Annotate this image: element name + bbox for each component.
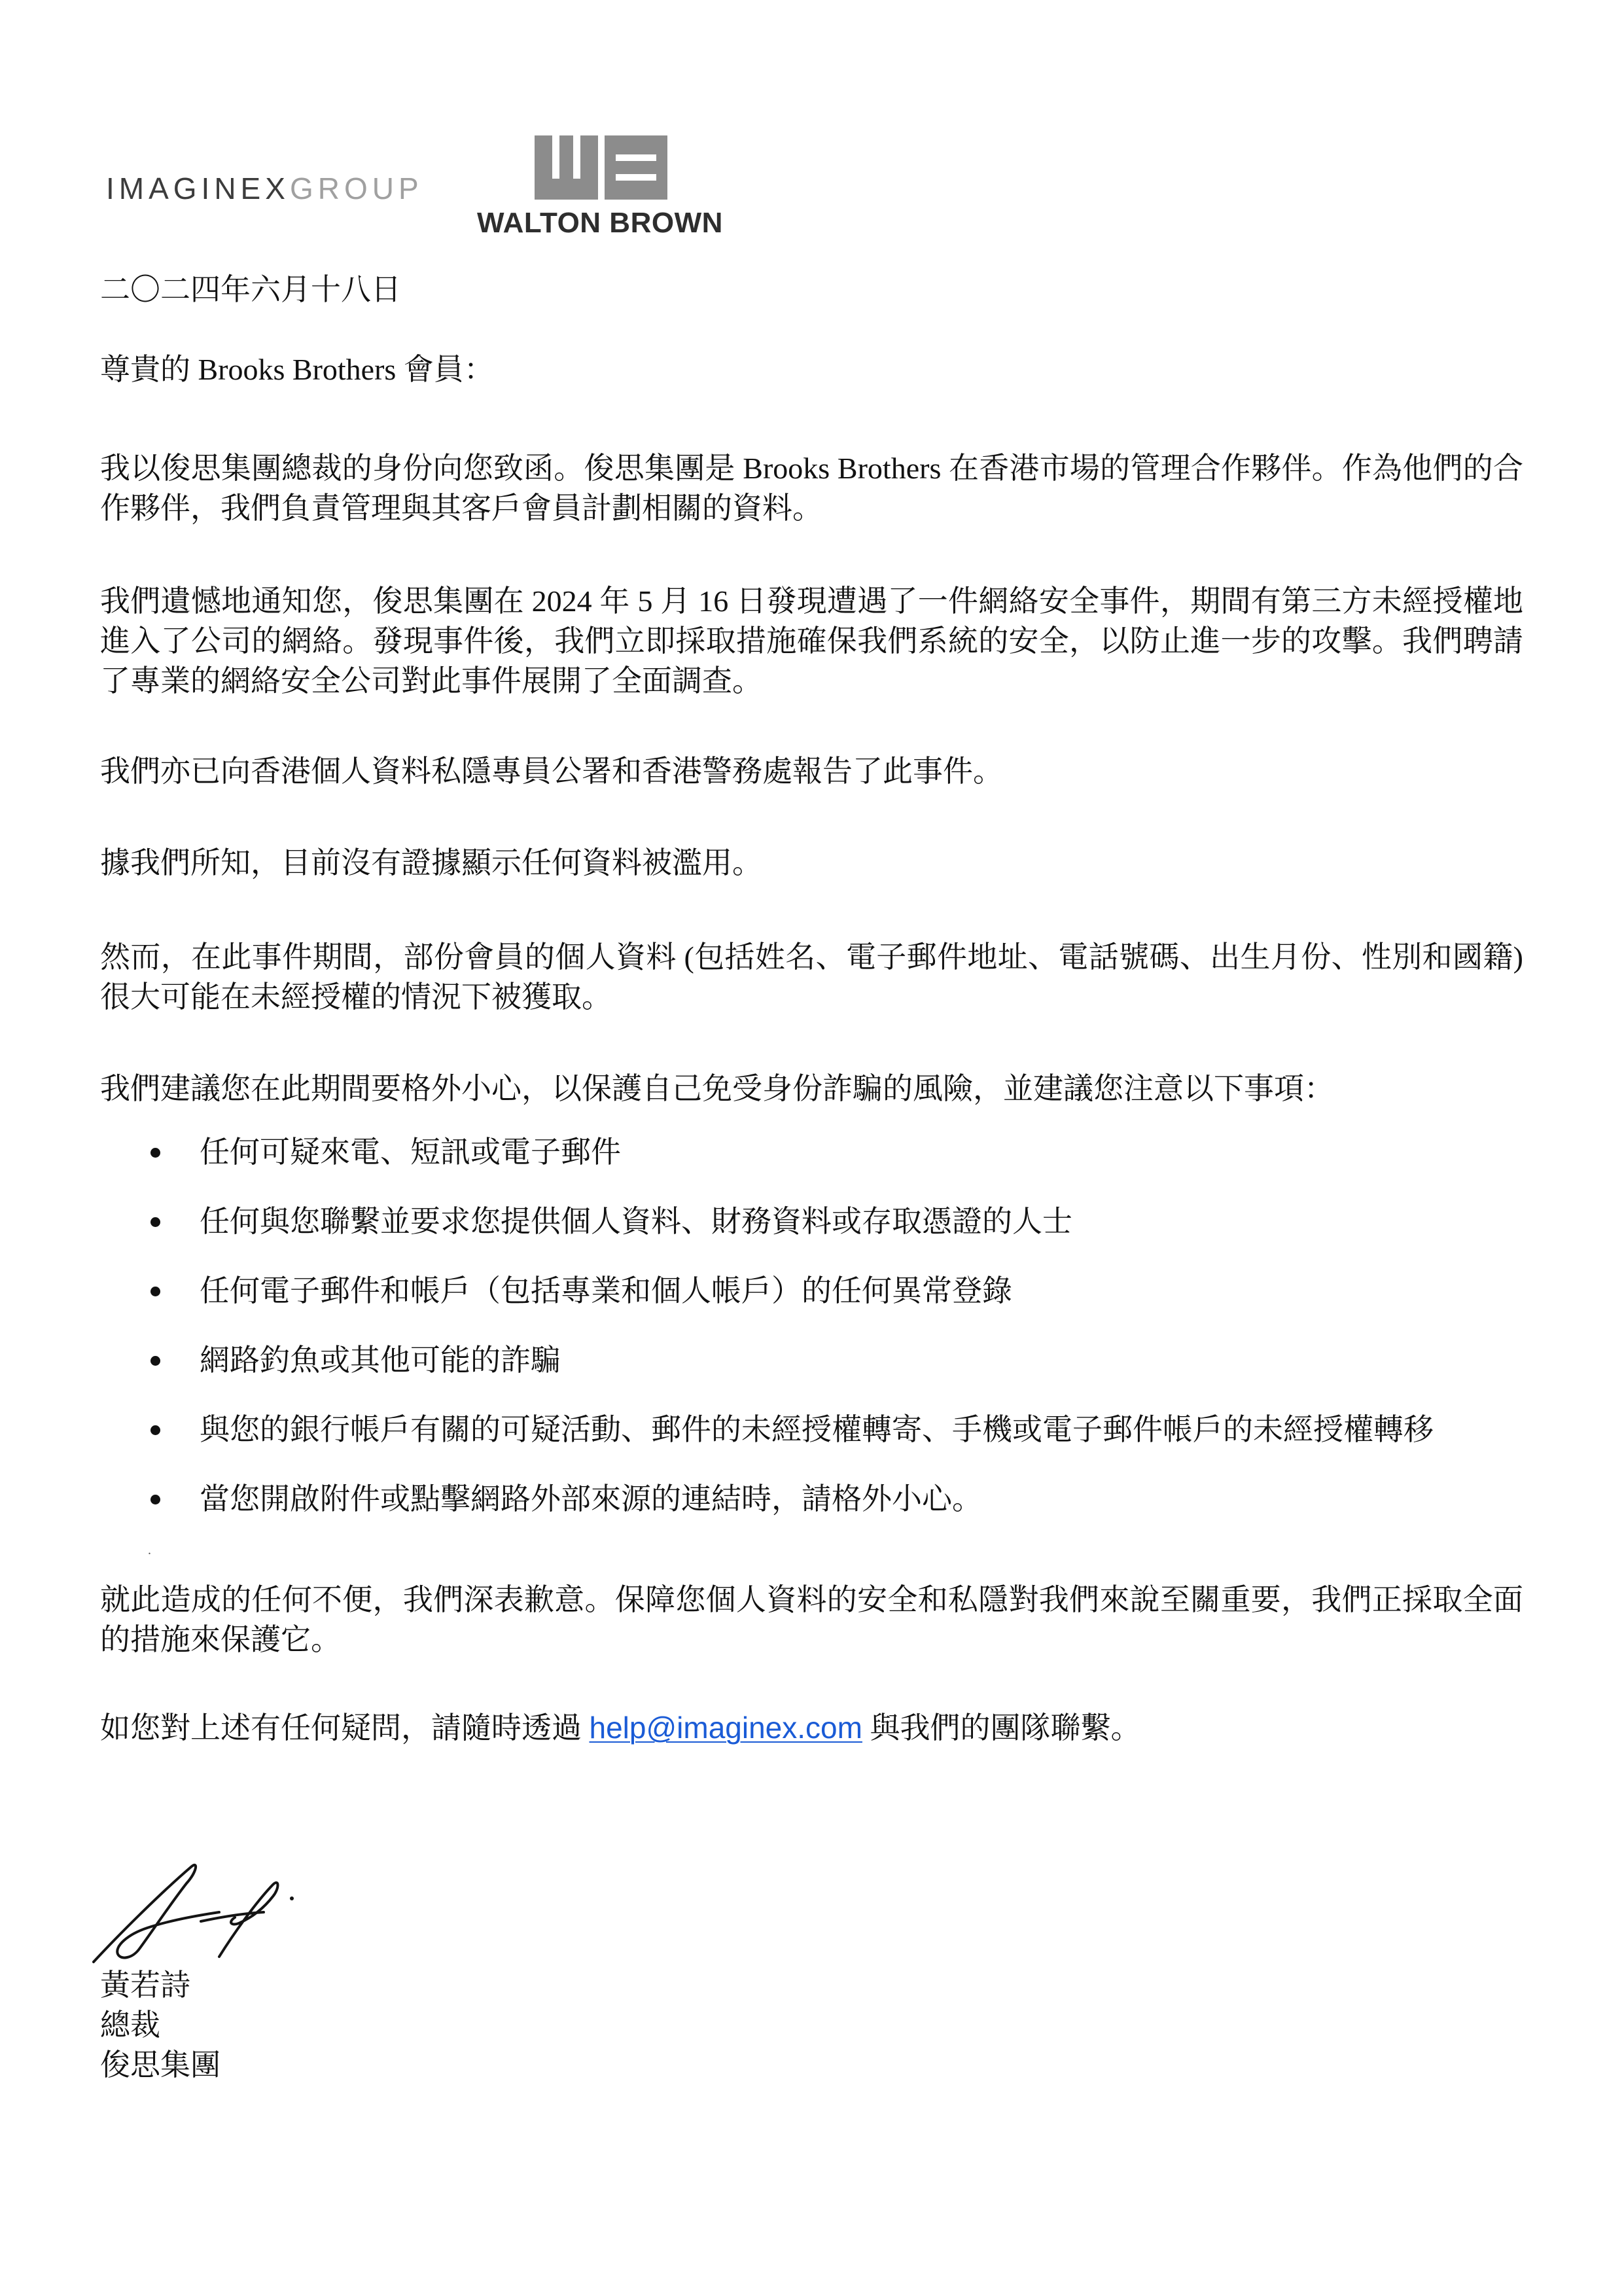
email-link[interactable]: help@imaginex.com — [589, 1711, 862, 1745]
signatory-company: 俊思集團 — [100, 2048, 221, 2082]
paragraph-report: 我們亦已向香港個人資料私隱專員公署和香港警務處報告了此事件。 — [100, 755, 1003, 788]
bullet-icon — [150, 1217, 160, 1227]
wb-mark-left-slot — [573, 135, 580, 179]
signature — [88, 1857, 304, 1965]
list-item — [100, 1132, 1523, 1172]
paragraph-recommendation: 我們建議您在此期間要格外小心，以保護自己免受身份詐騙的風險，並建議您注意以下事項： — [100, 1072, 1334, 1105]
bullet-icon — [150, 1148, 160, 1158]
list-item — [100, 1271, 1523, 1311]
wb-mark-right-slot — [616, 174, 656, 181]
bullet-icon — [150, 1425, 160, 1435]
signatory-name: 黃若詩 — [100, 1968, 190, 2002]
list-item-text: 任何可疑來電、短訊或電子郵件 — [200, 1135, 621, 1169]
list-item-text: 當您開啟附件或點擊網路外部來源的連結時，請格外小心。 — [200, 1482, 982, 1516]
contact-prefix: 如您對上述有任何疑問，請隨時透過 — [100, 1711, 590, 1745]
list-item — [100, 1340, 1523, 1380]
paragraph-intro: 我以俊思集團總裁的身份向您致函。俊思集團是 Brooks Brothers 在香港市場的管理合作夥伴。作為他們的合作夥伴，我們負責管理與其客戶會員計劃相關的資料。 — [100, 452, 1523, 525]
list-item-text: 任何電子郵件和帳戶（包括專業和個人帳戶）的任何異常登錄 — [200, 1274, 1012, 1308]
paragraph-incident: 我們遺憾地通知您，俊思集團在 2024 年 5 月 16 日發現遭遇了一件網絡安全事件，期間有第三方未經授權地進入了公司的網絡。發現事件後，我們立即採取措施確保我們系統的安全，以防止進一步的攻擊。我們聘請了專業的網絡安全公司對此事件展開了全面調查。 — [100, 584, 1523, 698]
salutation: 尊貴的 Brooks Brothers 會員： — [100, 353, 494, 386]
signatory-title: 總裁 — [100, 2008, 160, 2042]
list-item-text: 任何與您聯繫並要求您提供個人資料、財務資料或存取憑證的人士 — [200, 1205, 1072, 1238]
list-item-text: 網路釣魚或其他可能的詐騙 — [200, 1343, 561, 1377]
paragraph-no-misuse: 據我們所知，目前沒有證據顯示任何資料被濫用。 — [100, 846, 762, 880]
wb-mark-left-block — [535, 135, 598, 200]
paragraph-affected-data: 然而，在此事件期間，部份會員的個人資料 (包括姓名、電子郵件地址、電話號碼、出生月份、性別和國籍) 很大可能在未經授權的情況下被獲取。 — [100, 940, 1523, 1014]
paragraph-apology: 就此造成的任何不便，我們深表歉意。保障您個人資料的安全和私隱對我們來說至關重要，我們正採取全面的措施來保護它。 — [100, 1583, 1523, 1656]
contact-suffix: 與我們的團隊聯繫。 — [862, 1711, 1141, 1745]
list-item — [100, 1410, 1523, 1450]
wb-mark-left-slot — [552, 135, 559, 179]
list-item — [100, 1201, 1523, 1241]
wb-mark-right-block — [605, 135, 667, 200]
list-item-text: 與您的銀行帳戶有關的可疑活動、郵件的未經授權轉寄、手機或電子郵件帳戶的未經授權轉移 — [200, 1413, 1434, 1446]
letter-date: 二〇二四年六月十八日 — [100, 272, 401, 306]
letter-body — [100, 270, 1523, 2085]
walton-brown-wordmark: WALTON BROWN — [477, 207, 723, 239]
bullet-icon — [150, 1356, 160, 1366]
list-item — [100, 1479, 1523, 1519]
bullet-icon — [150, 1287, 160, 1296]
imaginex-logo-primary: IMAGINEX — [106, 171, 290, 205]
imaginex-logo-secondary: GROUP — [289, 171, 423, 205]
precautions-list — [100, 1132, 1523, 1519]
imaginex-group-logo — [106, 170, 423, 207]
bullet-icon — [150, 1495, 160, 1504]
stray-mark: . — [148, 1543, 151, 1557]
walton-brown-mark-icon — [535, 135, 667, 200]
paragraph-contact — [100, 1708, 1523, 1748]
wb-mark-right-slot — [616, 154, 656, 161]
